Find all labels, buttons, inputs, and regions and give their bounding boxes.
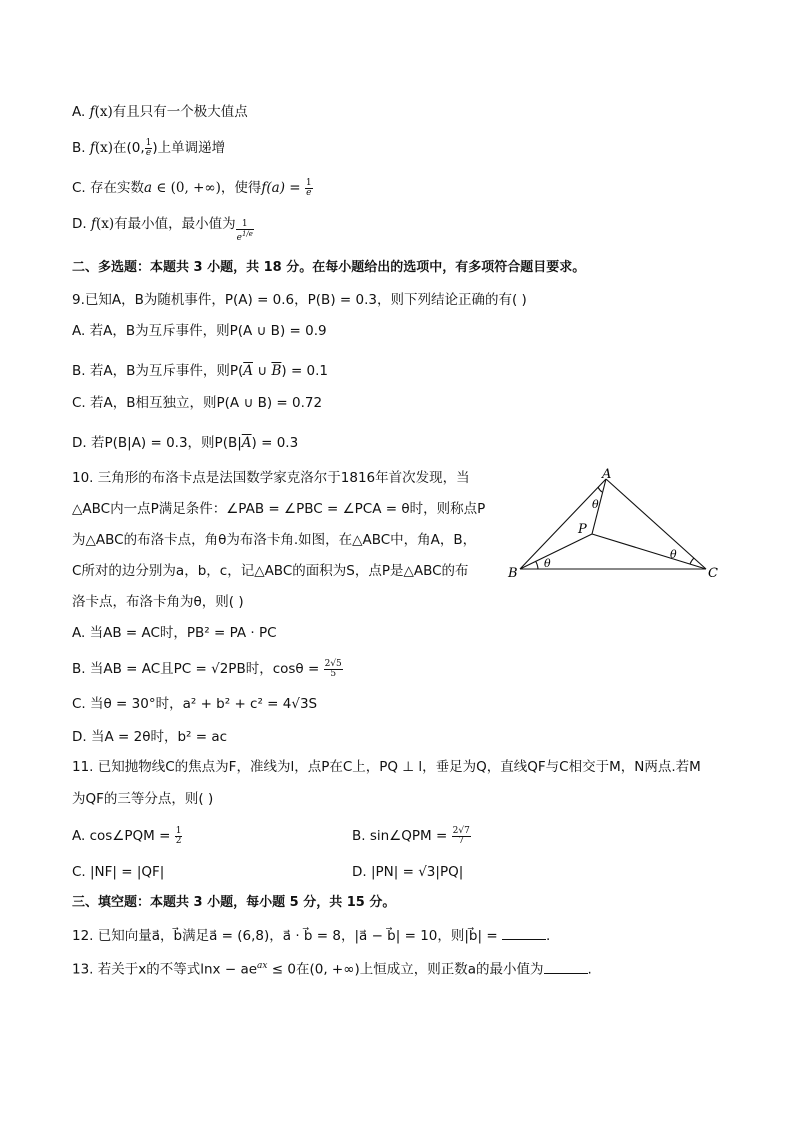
- angle-arc-b: [536, 561, 539, 569]
- q10-option-d: D. 当A = 2θ时，b² = ac: [72, 729, 228, 745]
- q13-text: 13. 若关于x的不等式$\ln x - ae^{ax} \le 0$在(0, +∞)上恒成立，则正数a的最小值为 .: [72, 956, 592, 980]
- theta-label-c: θ: [670, 548, 677, 561]
- q9-option-d: D. 若P(B|A) = 0.3，则$P(B|\overline{A}) = 0.3$: [72, 435, 299, 451]
- segment-cp: [592, 534, 706, 569]
- point-label-p: P: [578, 522, 587, 537]
- q9-option-a: A. 若A，B为互斥事件，则P(A ∪ B) = 0.9: [72, 323, 327, 339]
- q10-stem-line-1: 10. 三角形的布洛卡点是法国数学家克洛尔于1816年首次发现，当: [72, 470, 470, 486]
- q8-option-d: D. f(x)有最小值，最小值为 $\frac{1}{e^{1/e}}$: [72, 216, 253, 243]
- q11-option-d: D. |PN| = √3|PQ|: [352, 864, 464, 880]
- q9-option-b: B. 若A，B为互斥事件，则$P(\overline{A}$ ∪ $\overline{B}) = 0.1$: [72, 363, 329, 379]
- vertex-label-b: B: [508, 566, 518, 581]
- side-ab: [520, 479, 606, 569]
- q10-stem-line-5: 洛卡点，布洛卡角为θ，则( ): [72, 594, 244, 610]
- angle-arc-c: [690, 558, 694, 564]
- angle-arc-a: [598, 487, 602, 492]
- q8-option-a: A. f(x)有且只有一个极大值点: [72, 104, 248, 120]
- theta-label-a: θ: [592, 498, 599, 511]
- q11-stem-line-1: 11. 已知抛物线C的焦点为F，准线为l，点P在C上，PQ ⊥ l，垂足为Q，直线QF与C相交于M，N两点.若M: [72, 759, 701, 775]
- vertex-label-c: C: [708, 566, 718, 581]
- q11-option-a: A. cos∠PQM = $\frac{1}{2}$: [72, 825, 182, 846]
- q8-option-c: C. 存在实数a ∈ (0, +∞)，使得f(a) = $\frac{1}{e}$: [72, 177, 312, 198]
- fraction-1-over-e: $\frac{1}{e}$: [145, 137, 152, 158]
- segment-bp: [520, 534, 592, 569]
- brocard-triangle-diagram: [500, 466, 730, 586]
- fraction-2sqrt7-over-7: $\frac{2√7}{7}$: [452, 825, 470, 846]
- q8-option-b: B. f(x)在(0, $\frac{1}{e}$ )上单调递增: [72, 137, 226, 158]
- q10-option-b: B. 当AB = AC且PC = √2PB时，cosθ = $\frac{2√5}{5}$: [72, 658, 342, 679]
- q10-stem-line-4: C所对的边分别为a，b，c，记△ABC的面积为S，点P是△ABC的布: [72, 563, 469, 579]
- section-2-heading: 二、多选题：本题共 3 小题，共 18 分。在每小题给出的选项中，有多项符合题目要求。: [72, 260, 586, 275]
- q10-option-a: A. 当AB = AC时，PB² = PA · PC: [72, 625, 277, 641]
- q11-option-b: B. sin∠QPM = $\frac{2√7}{7}$: [352, 825, 470, 846]
- fraction-1-over-e: $\frac{1}{e}$: [305, 177, 312, 198]
- q11-stem-line-2: 为QF的三等分点，则( ): [72, 791, 214, 807]
- q11-option-c: C. |NF| = |QF|: [72, 864, 165, 880]
- side-ac: [606, 479, 706, 569]
- fraction-1-over-e-power: $\frac{1}{e^{1/e}}$: [236, 219, 253, 243]
- answer-blank[interactable]: [502, 925, 546, 940]
- section-3-heading: 三、填空题：本题共 3 小题，每小题 5 分，共 15 分。: [72, 895, 396, 910]
- fraction-1-over-2: $\frac{1}{2}$: [175, 825, 182, 846]
- q10-stem-line-2: △ABC内一点P满足条件：∠PAB = ∠PBC = ∠PCA = θ时，则称点P: [72, 501, 486, 517]
- fraction-2sqrt5-over-5: $\frac{2√5}{5}$: [324, 658, 342, 679]
- theta-label-b: θ: [544, 557, 551, 570]
- q9-stem: 9.已知A，B为随机事件，P(A) = 0.6，P(B) = 0.3，则下列结论正确的有( ): [72, 292, 527, 308]
- q12-text: 12. 已知向量a⃗，b⃗满足a⃗ = (6,8)，a⃗ · b⃗ = 8，|a⃗ − b⃗| = 10，则|b⃗| = .: [72, 925, 550, 946]
- answer-blank[interactable]: [544, 959, 588, 974]
- q10-stem-line-3: 为△ABC的布洛卡点，角θ为布洛卡角.如图，在△ABC中，角A，B，: [72, 532, 477, 548]
- q9-option-c: C. 若A，B相互独立，则P(A ∪ B) = 0.72: [72, 395, 323, 411]
- q10-option-c: C. 当θ = 30°时，a² + b² + c² = 4√3S: [72, 696, 318, 712]
- vertex-label-a: A: [602, 467, 612, 482]
